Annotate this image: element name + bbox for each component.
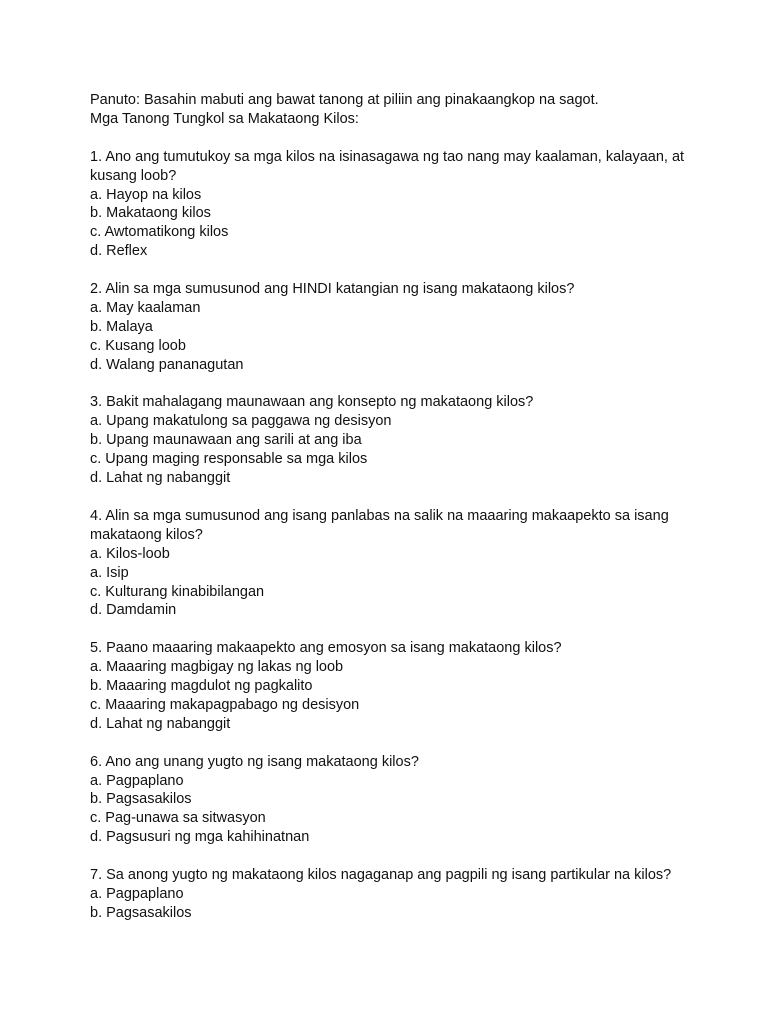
answer-choice: c. Kusang loob <box>90 337 186 354</box>
answer-choice: b. Pagsasakilos <box>90 904 192 921</box>
question-3 <box>90 393 690 488</box>
answer-choice: a. Hayop na kilos <box>90 186 202 203</box>
answer-choice: d. Lahat ng nabanggit <box>90 715 231 732</box>
spacer <box>90 261 690 280</box>
spacer <box>90 847 690 866</box>
document-page <box>90 91 690 923</box>
question-stem: kusang loob? <box>90 167 177 184</box>
answer-choice: b. Pagsasakilos <box>90 791 192 808</box>
question-6 <box>90 753 690 848</box>
question-1 <box>90 148 690 261</box>
spacer <box>90 129 690 148</box>
question-2 <box>90 280 690 375</box>
answer-choice: c. Kulturang kinabibilangan <box>90 583 265 600</box>
answer-choice: a. Pagpaplano <box>90 772 184 789</box>
answer-choice: d. Lahat ng nabanggit <box>90 470 231 487</box>
answer-choice: c. Pag-unawa sa sitwasyon <box>90 810 266 827</box>
answer-choice: c. Awtomatikong kilos <box>90 224 229 241</box>
answer-choice: d. Walang pananagutan <box>90 356 244 373</box>
answer-choice: d. Reflex <box>90 243 148 260</box>
question-stem: 4. Alin sa mga sumusunod ang isang panlabas na salik na maaaring makaapekto sa isang <box>90 507 669 524</box>
answer-choice: c. Maaaring makapagpabago ng desisyon <box>90 696 360 713</box>
answer-choice: a. Isip <box>90 564 129 581</box>
question-stem: 5. Paano maaaring makaapekto ang emosyon sa isang makataong kilos? <box>90 640 562 657</box>
question-stem: 2. Alin sa mga sumusunod ang HINDI katangian ng isang makataong kilos? <box>90 281 575 298</box>
section-title: Mga Tanong Tungkol sa Makataong Kilos: <box>90 110 359 127</box>
question-stem: 3. Bakit mahalagang maunawaan ang konsepto ng makataong kilos? <box>90 394 534 411</box>
question-5 <box>90 639 690 734</box>
question-stem: 6. Ano ang unang yugto ng isang makataong kilos? <box>90 753 419 770</box>
instructions-text: Panuto: Basahin mabuti ang bawat tanong at piliin ang pinakaangkop na sagot. <box>90 92 599 108</box>
answer-choice: b. Makataong kilos <box>90 205 211 222</box>
answer-choice: d. Pagsusuri ng mga kahihinatnan <box>90 829 310 846</box>
answer-choice: d. Damdamin <box>90 602 177 619</box>
question-stem: 7. Sa anong yugto ng makataong kilos nagaganap ang pagpili ng isang partikular na kilos? <box>90 867 672 884</box>
answer-choice: b. Upang maunawaan ang sarili at ang iba <box>90 432 362 449</box>
question-stem: makataong kilos? <box>90 526 203 543</box>
answer-choice: c. Upang maging responsable sa mga kilos <box>90 451 368 468</box>
answer-choice: a. May kaalaman <box>90 299 201 316</box>
question-stem: 1. Ano ang tumutukoy sa mga kilos na isinasagawa ng tao nang may kaalaman, kalayaan, at <box>90 148 685 165</box>
spacer <box>90 488 690 507</box>
answer-choice: a. Upang makatulong sa paggawa ng desisyon <box>90 413 392 430</box>
question-4 <box>90 507 690 620</box>
spacer <box>90 734 690 753</box>
answer-choice: a. Kilos-loob <box>90 545 170 562</box>
answer-choice: a. Maaaring magbigay ng lakas ng loob <box>90 659 344 676</box>
spacer <box>90 620 690 639</box>
answer-choice: a. Pagpaplano <box>90 885 184 902</box>
question-7 <box>90 866 690 923</box>
spacer <box>90 375 690 394</box>
answer-choice: b. Malaya <box>90 318 153 335</box>
answer-choice: b. Maaaring magdulot ng pagkalito <box>90 678 313 695</box>
